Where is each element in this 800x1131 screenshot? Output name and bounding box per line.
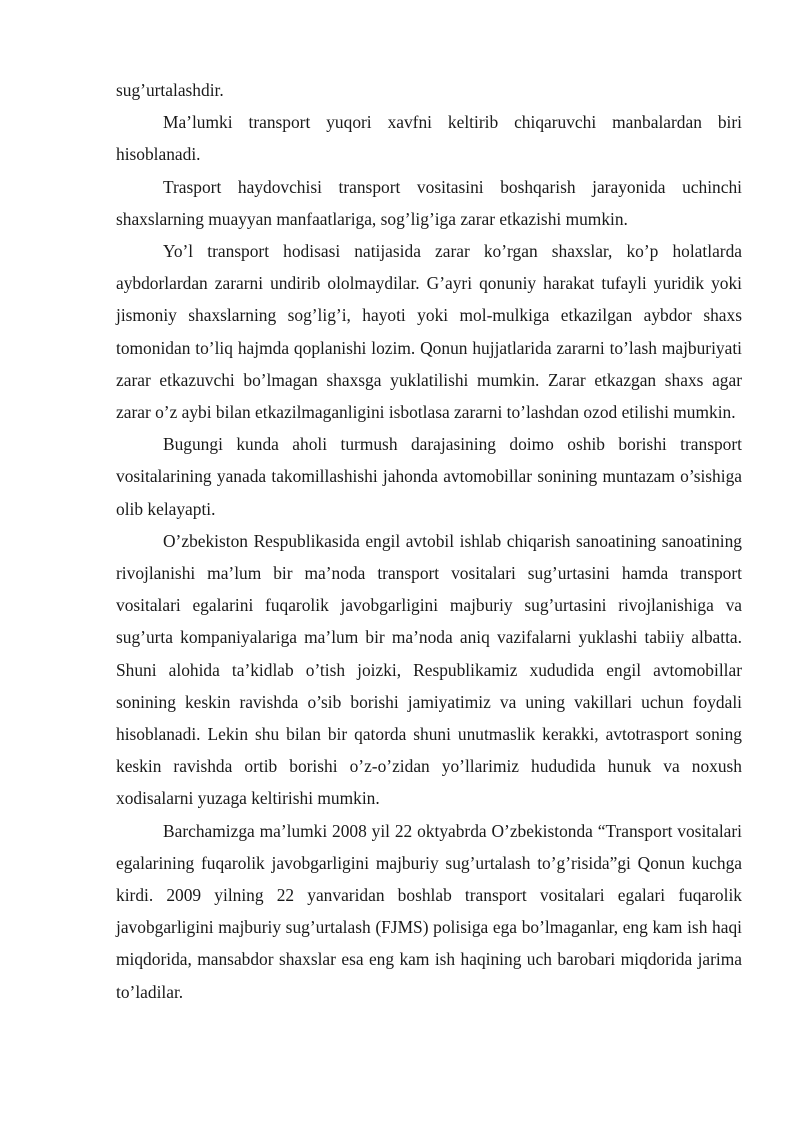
paragraph: O’zbekiston Respublikasida engil avtobil ishlab chiqarish sanoatining sanoatining rivojlanishi ma’lum bir ma’noda transport vositalari sug’urtasini hamda transport vositalari egalarini fuqarolik javobgarligini majburiy sug’urtasini rivojlanishiga va sug’urta kompaniyalariga ma’lum bir ma’noda aniq vazifalarni yuklashi tabiiy albatta. Shuni alohida ta’kidlab o’tish joizki, Respublikamiz xududida engil avtomobillar sonining keskin ravishda o’sib borishi jamiyatimiz va uning vakillari uchun foydali hisoblanadi. Lekin shu bilan bir qatorda shuni unutmaslik kerakki, avtotrasport soning keskin ravishda ortib borishi o’z-o’zidan yo’llarimiz hududida hunuk va noxush xodisalarni yuzaga keltirishi mumkin.: [116, 530, 742, 809]
document-body: [116, 74, 742, 1008]
paragraph-continuation: sug’urtalashdir.: [116, 80, 224, 100]
paragraph: Yo’l transport hodisasi natijasida zarar ko’rgan shaxslar, ko’p holatlarda aybdorlardan zararni undirib ololmaydilar. G’ayri qonuniy harakat tufayli yuridik yoki jismoniy shaxslarning sog’lig’i, hayoti yoki mol-mulkiga etkazilgan aybdor shaxs tomonidan to’liq hajmda qoplanishi lozim. Qonun hujjatlarida zararni to’lash majburiyati zarar etkazuvchi bo’lmagan shaxsga yuklatilishi mumkin. Zarar etkazgan shaxs agar zarar o’z aybi bilan etkazilmaganligini isbotlasa zararni to’lashdan ozod etilishi mumkin.: [116, 241, 742, 423]
paragraph: Ma’lumki transport yuqori xavfni keltirib chiqaruvchi manbalardan biri hisoblanadi.: [116, 112, 742, 165]
paragraph: Barchamizga ma’lumki 2008 yil 22 oktyabrda O’zbekistonda “Transport vositalari egalarining fuqarolik javobgarligini majburiy sug’urtalash to’g’risida”gi Qonun kuchga kirdi. 2009 yilning 22 yanvaridan boshlab transport vositalari egalari fuqarolik javobgarligini majburiy sug’urtalash (FJMS) polisiga ega bo’lmaganlar, eng kam ish haqi miqdorida, mansabdor shaxslar esa eng kam ish haqining uch barobari miqdorida jarima to’ladilar.: [116, 820, 742, 1002]
paragraph: Trasport haydovchisi transport vositasini boshqarish jarayonida uchinchi shaxslarning muayyan manfaatlariga, sog’lig’iga zarar etkazishi mumkin.: [116, 176, 742, 229]
paragraph: Bugungi kunda aholi turmush darajasining doimo oshib borishi transport vositalarining yanada takomillashishi jahonda avtomobillar sonining muntazam o’sishiga olib kelayapti.: [116, 434, 742, 519]
